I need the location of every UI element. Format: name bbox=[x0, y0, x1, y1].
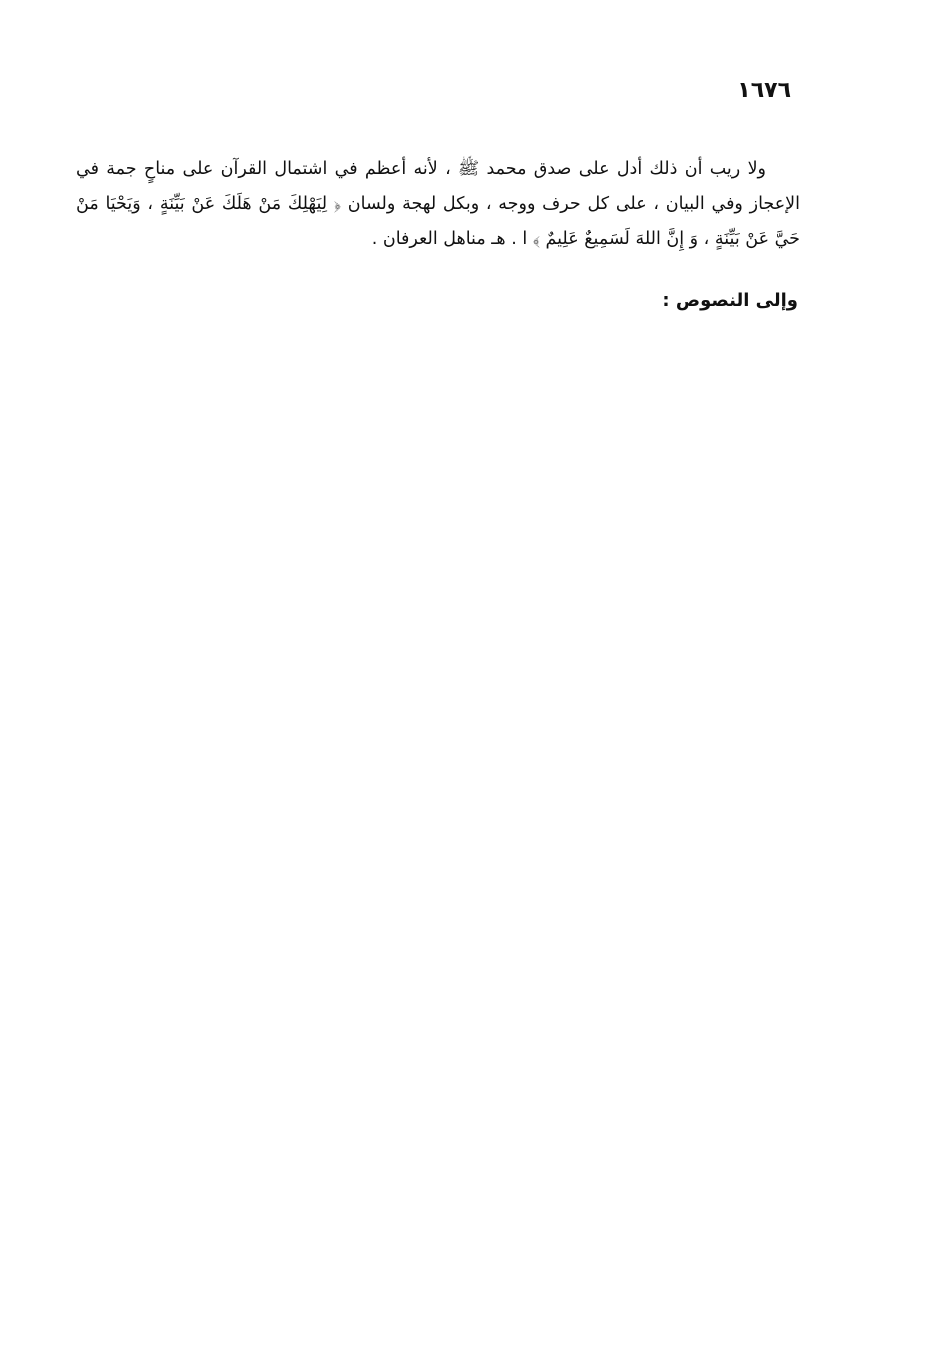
body-text bbox=[76, 152, 800, 257]
page-number: ١٦٧٦ bbox=[737, 78, 791, 103]
section-heading: وإلى النصوص : bbox=[662, 290, 798, 311]
paragraph bbox=[76, 152, 800, 257]
paragraph-text: ولا ريب أن ذلك أدل على صدق محمد ﷺ ، لأنه أعظم في اشتمال القرآن على مناحٍ جمة في الإعجاز وفي البيان ، على كل حرف ووجه ، وبكل لهجة ولسان ﴿ لِيَهْلِكَ مَنْ هَلَكَ عَنْ بَيِّنَةٍ ، وَيَحْيَا مَنْ حَيَّ عَنْ بَيِّنَةٍ ، وَ إِنَّ اللهَ لَسَمِيعٌ عَلِيمٌ ﴾ ا . هـ مناهل العرفان . bbox=[76, 159, 800, 249]
